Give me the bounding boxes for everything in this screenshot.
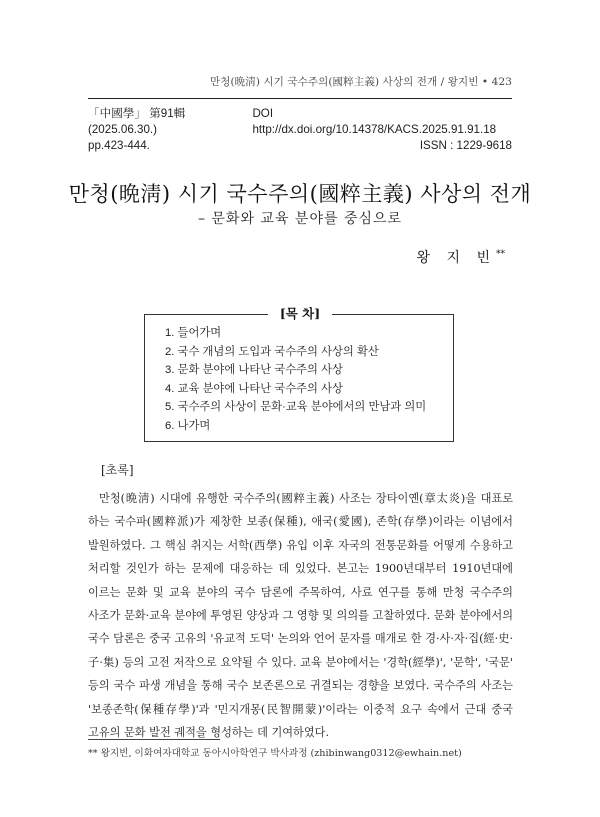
- issn: ISSN : 1229-9618: [419, 139, 512, 152]
- toc-item[interactable]: 5. 국수주의 사상이 문화·교육 분야에서의 만남과 의미: [165, 401, 427, 414]
- author-line: [417, 247, 505, 267]
- toc-item[interactable]: 1. 들어가며: [165, 327, 222, 339]
- paper-subtitle: – 문화와 교육 분야를 중심으로: [197, 211, 403, 227]
- doi-link[interactable]: DOI http://dx.doi.org/10.14378/KACS.2025.91.91.18: [252, 107, 497, 136]
- toc-item[interactable]: 2. 국수 개념의 도입과 국수주의 사상의 확산: [165, 345, 379, 358]
- abstract-paragraph: 만청(晩淸) 시대에 유행한 국수주의(國粹主義) 사조는 장타이옌(章太炎)을 대표로 하는 국수파(國粹派)가 제창한 보종(保種), 애국(愛國), 존학(存學)이라는 이념에서 발원하였다. 그 핵심 취지는 서학(西學) 유입 이후 자국의 전통문화를 어떻게 수용하고 처리할 것인가 하는 문제에 대응하는 데 있었다. 본고는 1900년대부터 1910년대에 이르는 문화 및 교육 분야의 국수 담론에 주목하여, 사료 연구를 통해 만청 국수주의 사조가 문화·교육 분야에 투영된 양상과 그 영향 및 의의를 고찰하였다. 문화 분야에서의 국수 담론은 중국 고유의 '유교적 도덕' 논의와 언어 문자를 매개로 한 경·사·자·집(經·史·子·集) 등의 고전 저작으로 요약될 수 있다. 교육 분야에서는 '경학(經學)', '문학', '국문' 등의 국수 파생 개념을 통해 국수 보존론으로 귀결되는 경향을 보였다. 국수주의 사조는 '보종존학(保種存學)'과 '민지개몽(民智開蒙)'이라는 이중적 요구 속에서 근대 중국 고유의 문화 발전 궤적을 형성하는 데 기여하였다.: [88, 492, 513, 740]
- toc-list: [165, 324, 426, 436]
- author-footnote: ** 왕지빈, 이화여자대학교 동아시아학연구 박사과정 (zhibinwang0312@ewhain.net): [88, 748, 462, 759]
- article-meta: [88, 98, 512, 154]
- toc-item[interactable]: 6. 나가며: [165, 419, 211, 432]
- toc-item[interactable]: 4. 교육 분야에 나타난 국수주의 사상: [165, 382, 343, 395]
- journal-info: 「中國學」 第91輯 (2025.06.30.): [88, 107, 186, 136]
- toc-item[interactable]: 3. 문화 분야에 나타난 국수주의 사상: [165, 364, 343, 377]
- author-footnote-mark[interactable]: **: [496, 249, 505, 260]
- paper-title: 만청(晩淸) 시기 국수주의(國粹主義) 사상의 전개: [68, 182, 532, 206]
- running-head: 만청(晩淸) 시기 국수주의(國粹主義) 사상의 전개 / 왕지빈 • 423: [209, 76, 512, 88]
- footnote-divider: [88, 739, 220, 740]
- meta-row-pages: [88, 138, 512, 154]
- author-name: 왕 지 빈: [416, 250, 496, 266]
- page-range: pp.423-444.: [88, 139, 150, 152]
- meta-row-journal: [88, 106, 512, 138]
- toc-heading: [목 차]: [268, 305, 332, 323]
- abstract-body: [88, 487, 513, 744]
- abstract-label: [초록]: [101, 463, 134, 477]
